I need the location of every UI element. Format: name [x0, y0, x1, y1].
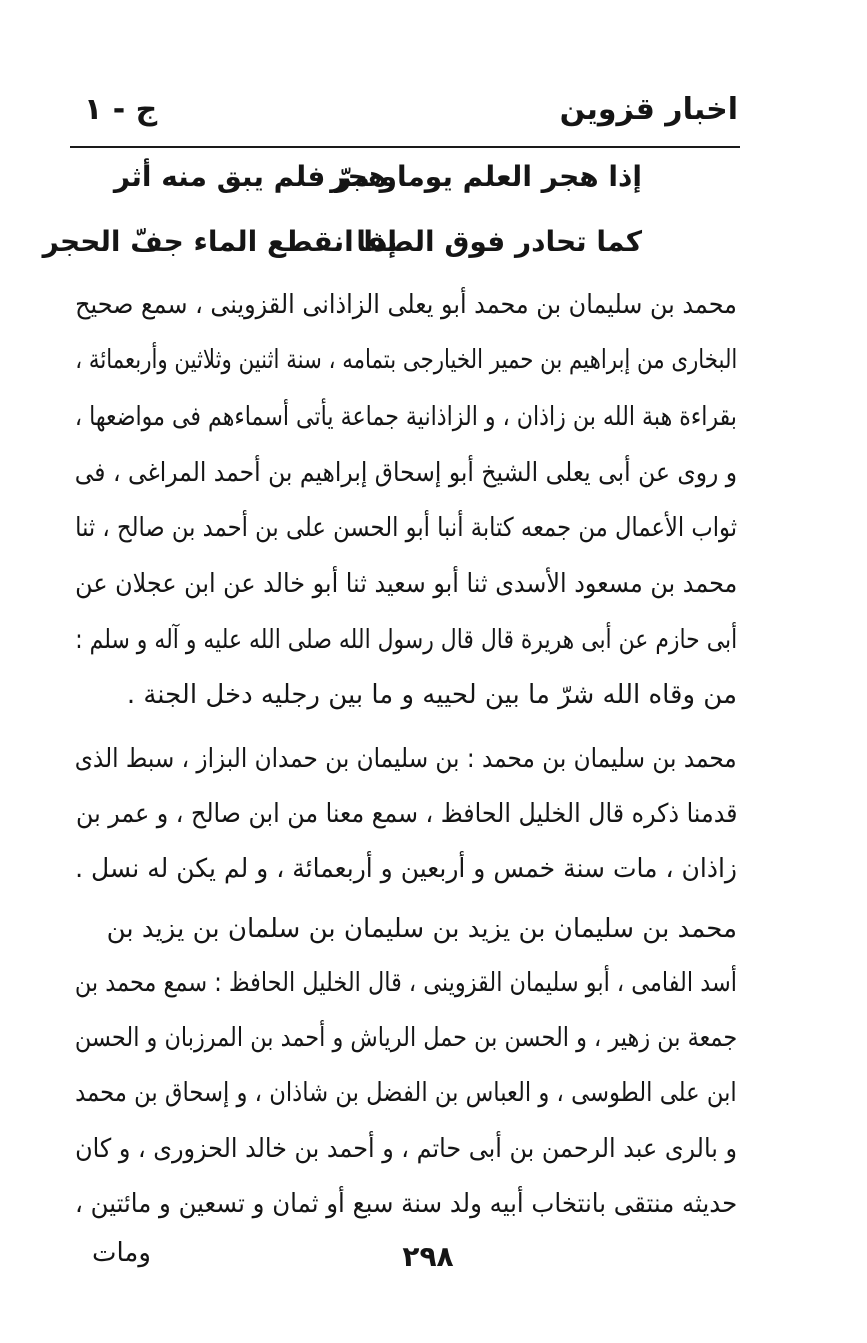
header-divider: [70, 146, 740, 148]
verse-2-first-hemistich: كما تحادر فوق الصفا: [356, 225, 642, 258]
text-line: بقراءة هبة الله بن زاذان ، و الزاذانية جماعة يأتى أسماءهم فى مواضعها ،: [74, 402, 737, 432]
verse-1-first-hemistich: إذا هجر العلم يوما هجر: [330, 160, 642, 193]
text-line: حديثه منتقى بانتخاب أبيه ولد سنة سبع أو ثمان و تسعين و مائتين ،: [74, 1189, 737, 1219]
catchword: ومات: [92, 1238, 151, 1268]
text-line: محمد بن سليمان بن محمد أبو يعلى الزاذانى القزوينى ، سمع صحيح: [75, 290, 737, 320]
text-line: أبى حازم عن أبى هريرة قال قال رسول الله صلى الله عليه و آله و سلم :: [75, 625, 737, 655]
text-line: من وقاه الله شرّ ما بين لحييه و ما بين رجليه دخل الجنة .: [126, 680, 737, 710]
text-line: جمعة بن زهير ، و الحسن بن حمل الرياش و أحمد بن المرزبان و الحسن: [74, 1023, 737, 1053]
text-line: محمد بن سليمان بن يزيد بن سليمان بن سلمان بن يزيد بن: [106, 914, 737, 944]
text-line: زاذان ، مات سنة خمس و أربعين و أربعمائة ، و لم يكن له نسل .: [75, 854, 737, 884]
text-line: ثواب الأعمال من جمعه كتابة أنبا أبو الحسن على بن أحمد بن صالح ، ثنا: [75, 513, 737, 543]
running-header: [72, 92, 738, 146]
verse-2-second-hemistich: إذا انقطع الماء جفّ الحجر: [42, 225, 397, 258]
text-line: و بالرى عبد الرحمن بن أبى حاتم ، و أحمد بن خالد الحزورى ، و كان: [75, 1134, 737, 1164]
text-line: محمد بن مسعود الأسدى ثنا أبو سعيد ثنا أبو خالد عن ابن عجلان عن: [74, 569, 737, 599]
text-line: أسد الفامى ، أبو سليمان القزوينى ، قال الخليل الحافظ : سمع محمد بن: [74, 968, 737, 998]
verse-1: [0, 160, 867, 200]
text-line: و روى عن أبى يعلى الشيخ أبو إسحاق إبراهيم بن أحمد المراغى ، فى: [74, 458, 737, 488]
header-volume: ج - ١: [84, 92, 158, 127]
text-line: ابن على الطوسى ، و العباس بن الفضل بن شاذان ، و إسحاق بن محمد: [75, 1078, 737, 1108]
page-number: ٢٩٨: [402, 1240, 454, 1273]
verse-2: [0, 225, 867, 265]
text-line: محمد بن سليمان بن محمد : بن سليمان بن حمدان البزاز ، سبط الذى: [75, 744, 737, 774]
verse-1-second-hemistich: و مرّ فلم يبق منه أثر: [113, 160, 397, 193]
text-line: البخارى من إبراهيم بن حمير الخيارجى بتمامه ، سنة اثنين وثلاثين وأربعمائة ،: [74, 345, 737, 375]
text-line: قدمنا ذكره قال الخليل الحافظ ، سمع معنا من ابن صالح ، و عمر بن: [75, 799, 737, 829]
header-title: اخبار قزوين: [559, 92, 738, 127]
